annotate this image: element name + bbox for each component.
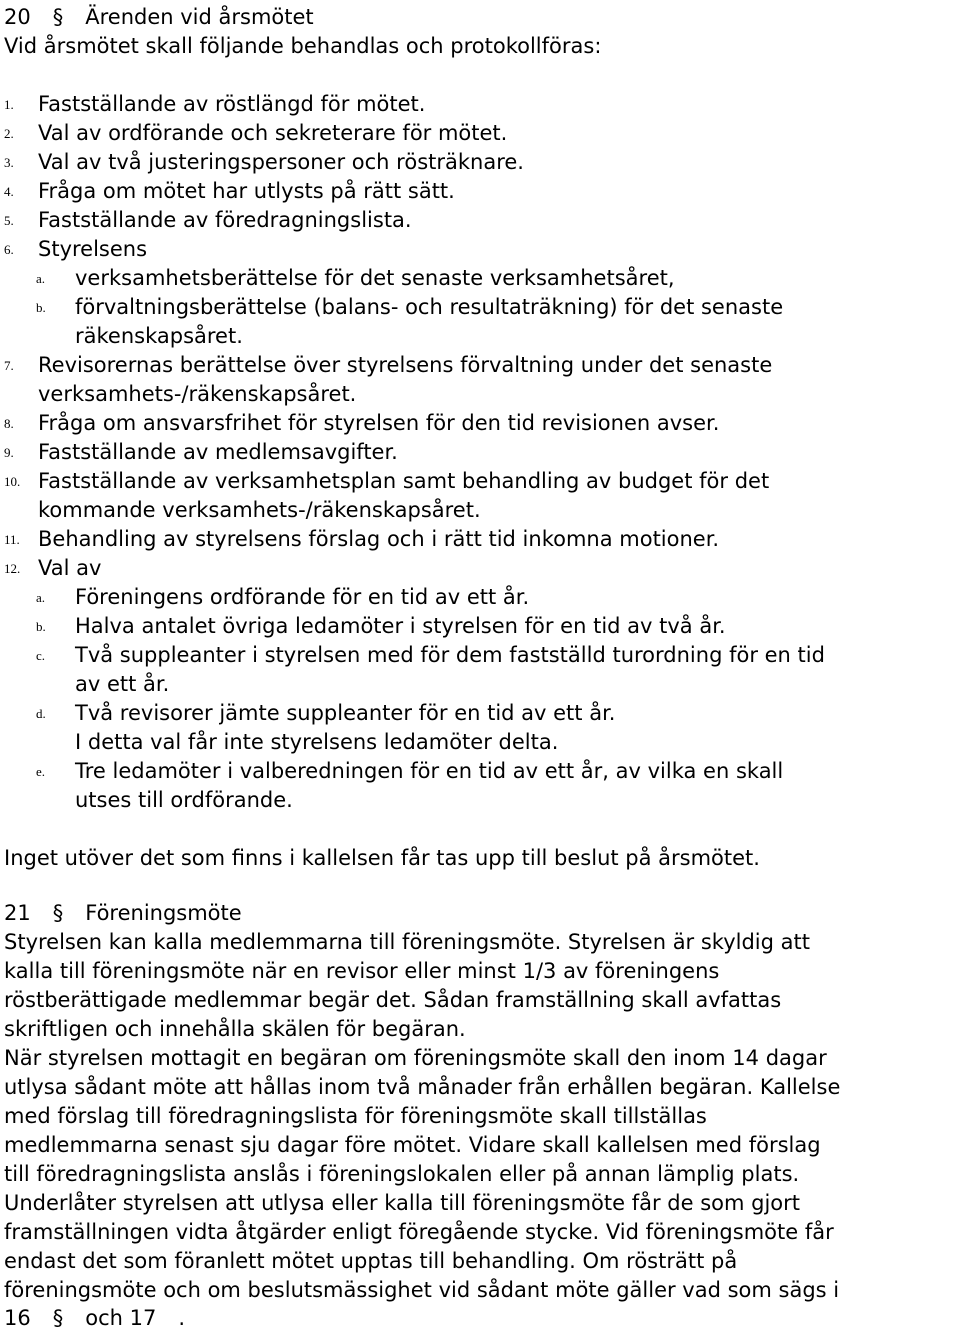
list-marker: 2.	[4, 126, 14, 141]
sublist-marker: b.	[36, 300, 46, 315]
paragraph-line: framställningen vidta åtgärder enligt föregående stycke. Vid föreningsmöte får	[4, 1220, 834, 1244]
list-marker: 3.	[4, 155, 14, 170]
list-item: Fastställande av föredragningslista.	[38, 208, 412, 232]
list-item: Behandling av styrelsens förslag och i rätt tid inkomna motioner.	[38, 527, 720, 551]
list-item: Fråga om mötet har utlysts på rätt sätt.	[38, 179, 455, 203]
paragraph-last-line: 16 § och 17 .	[4, 1306, 186, 1330]
section-21-title: Föreningsmöte	[85, 901, 242, 925]
sublist-item: förvaltningsberättelse (balans- och resultaträkning) för det senaste	[75, 295, 784, 319]
sublist-item: Halva antalet övriga ledamöter i styrelsen för en tid av två år.	[75, 614, 726, 638]
sublist-item-continued: I detta val får inte styrelsens ledamöter delta.	[75, 730, 559, 754]
list-item: Val av	[38, 556, 102, 580]
list-item-continued: kommande verksamhets-/räkenskapsåret.	[38, 498, 481, 522]
section-20-intro: Vid årsmötet skall följande behandlas och protokollföras:	[4, 34, 602, 58]
section-sign: §	[52, 1306, 64, 1330]
sublist-item-continued: utses till ordförande.	[75, 788, 293, 812]
list-item: Fråga om ansvarsfrihet för styrelsen för den tid revisionen avser.	[38, 411, 720, 435]
sublist-item: verksamhetsberättelse för det senaste verksamhetsåret,	[75, 266, 675, 290]
sublist-item-continued: av ett år.	[75, 672, 170, 696]
paragraph-line: Underlåter styrelsen att utlysa eller kalla till föreningsmöte får de som gjort	[4, 1191, 801, 1215]
paragraph-line: När styrelsen mottagit en begäran om föreningsmöte skall den inom 14 dagar	[4, 1046, 827, 1070]
list-marker: 11.	[4, 532, 20, 547]
sublist-marker: e.	[36, 764, 46, 779]
paragraph-line: Styrelsen kan kalla medlemmarna till föreningsmöte. Styrelsen är skyldig att	[4, 930, 810, 954]
paragraph-line: kalla till föreningsmöte när en revisor eller minst 1/3 av föreningens	[4, 959, 720, 983]
list-item: Revisorernas berättelse över styrelsens förvaltning under det senaste	[38, 353, 773, 377]
paragraph-line: röstberättigade medlemmar begär det. Sådan framställning skall avfattas	[4, 988, 782, 1012]
sublist-marker: a.	[36, 271, 46, 286]
list-item: Val av ordförande och sekreterare för mötet.	[38, 121, 508, 145]
list-item: Styrelsens	[38, 237, 148, 261]
list-item-continued: verksamhets-/räkenskapsåret.	[38, 382, 357, 406]
paragraph-line: föreningsmöte och om beslutsmässighet vid sådant möte gäller vad som sägs i	[4, 1278, 840, 1302]
section-21-heading: 21 § Föreningsmöte	[4, 901, 242, 925]
list-marker: 1.	[4, 97, 14, 112]
sublist-item: Två revisorer jämte suppleanter för en tid av ett år.	[75, 701, 616, 725]
section-20-closing: Inget utöver det som finns i kallelsen får tas upp till beslut på årsmötet.	[4, 846, 760, 870]
paragraph-line: till föredragningslista anslås i föreningslokalen eller på annan lämplig plats.	[4, 1162, 800, 1186]
paragraph-line: med förslag till föredragningslista för föreningsmöte skall tillställas	[4, 1104, 707, 1128]
sublist-marker: c.	[36, 648, 46, 663]
sublist-item-continued: räkenskapsåret.	[75, 324, 243, 348]
sublist-marker: b.	[36, 619, 46, 634]
list-marker: 5.	[4, 213, 14, 228]
paragraph-line: utlysa sådant möte att hållas inom två månader från erhållen begäran. Kallelse	[4, 1075, 841, 1099]
sublist-marker: d.	[36, 706, 46, 721]
list-marker: 10.	[4, 474, 21, 489]
paragraph-line: medlemmarna senast sju dagar före mötet. Vidare skall kallelsen med förslag	[4, 1133, 821, 1157]
list-marker: 9.	[4, 445, 14, 460]
list-marker: 8.	[4, 416, 14, 431]
list-marker: 12.	[4, 561, 21, 576]
sublist-marker: a.	[36, 590, 46, 605]
section-20-title: Ärenden vid årsmötet	[85, 5, 314, 29]
paragraph-line: endast det som föranlett mötet upptas till behandling. Om rösträtt på	[4, 1249, 738, 1273]
list-marker: 6.	[4, 242, 14, 257]
sublist-item: Två suppleanter i styrelsen med för dem fastställd turordning för en tid	[75, 643, 825, 667]
section-sign: §	[52, 901, 64, 925]
sublist-item: Tre ledamöter i valberedningen för en tid av ett år, av vilka en skall	[75, 759, 784, 783]
section-20-heading: 20 § Ärenden vid årsmötet	[4, 5, 314, 29]
list-item: Fastställande av medlemsavgifter.	[38, 440, 398, 464]
paragraph-line: skriftligen och innehålla skälen för begäran.	[4, 1017, 466, 1041]
list-marker: 4.	[4, 184, 14, 199]
list-marker: 7.	[4, 358, 14, 373]
list-item: Fastställande av röstlängd för mötet.	[38, 92, 426, 116]
section-sign: §	[52, 5, 64, 29]
list-item: Fastställande av verksamhetsplan samt behandling av budget för det	[38, 469, 770, 493]
sublist-item: Föreningens ordförande för en tid av ett år.	[75, 585, 530, 609]
list-item: Val av två justeringspersoner och rösträknare.	[38, 150, 524, 174]
